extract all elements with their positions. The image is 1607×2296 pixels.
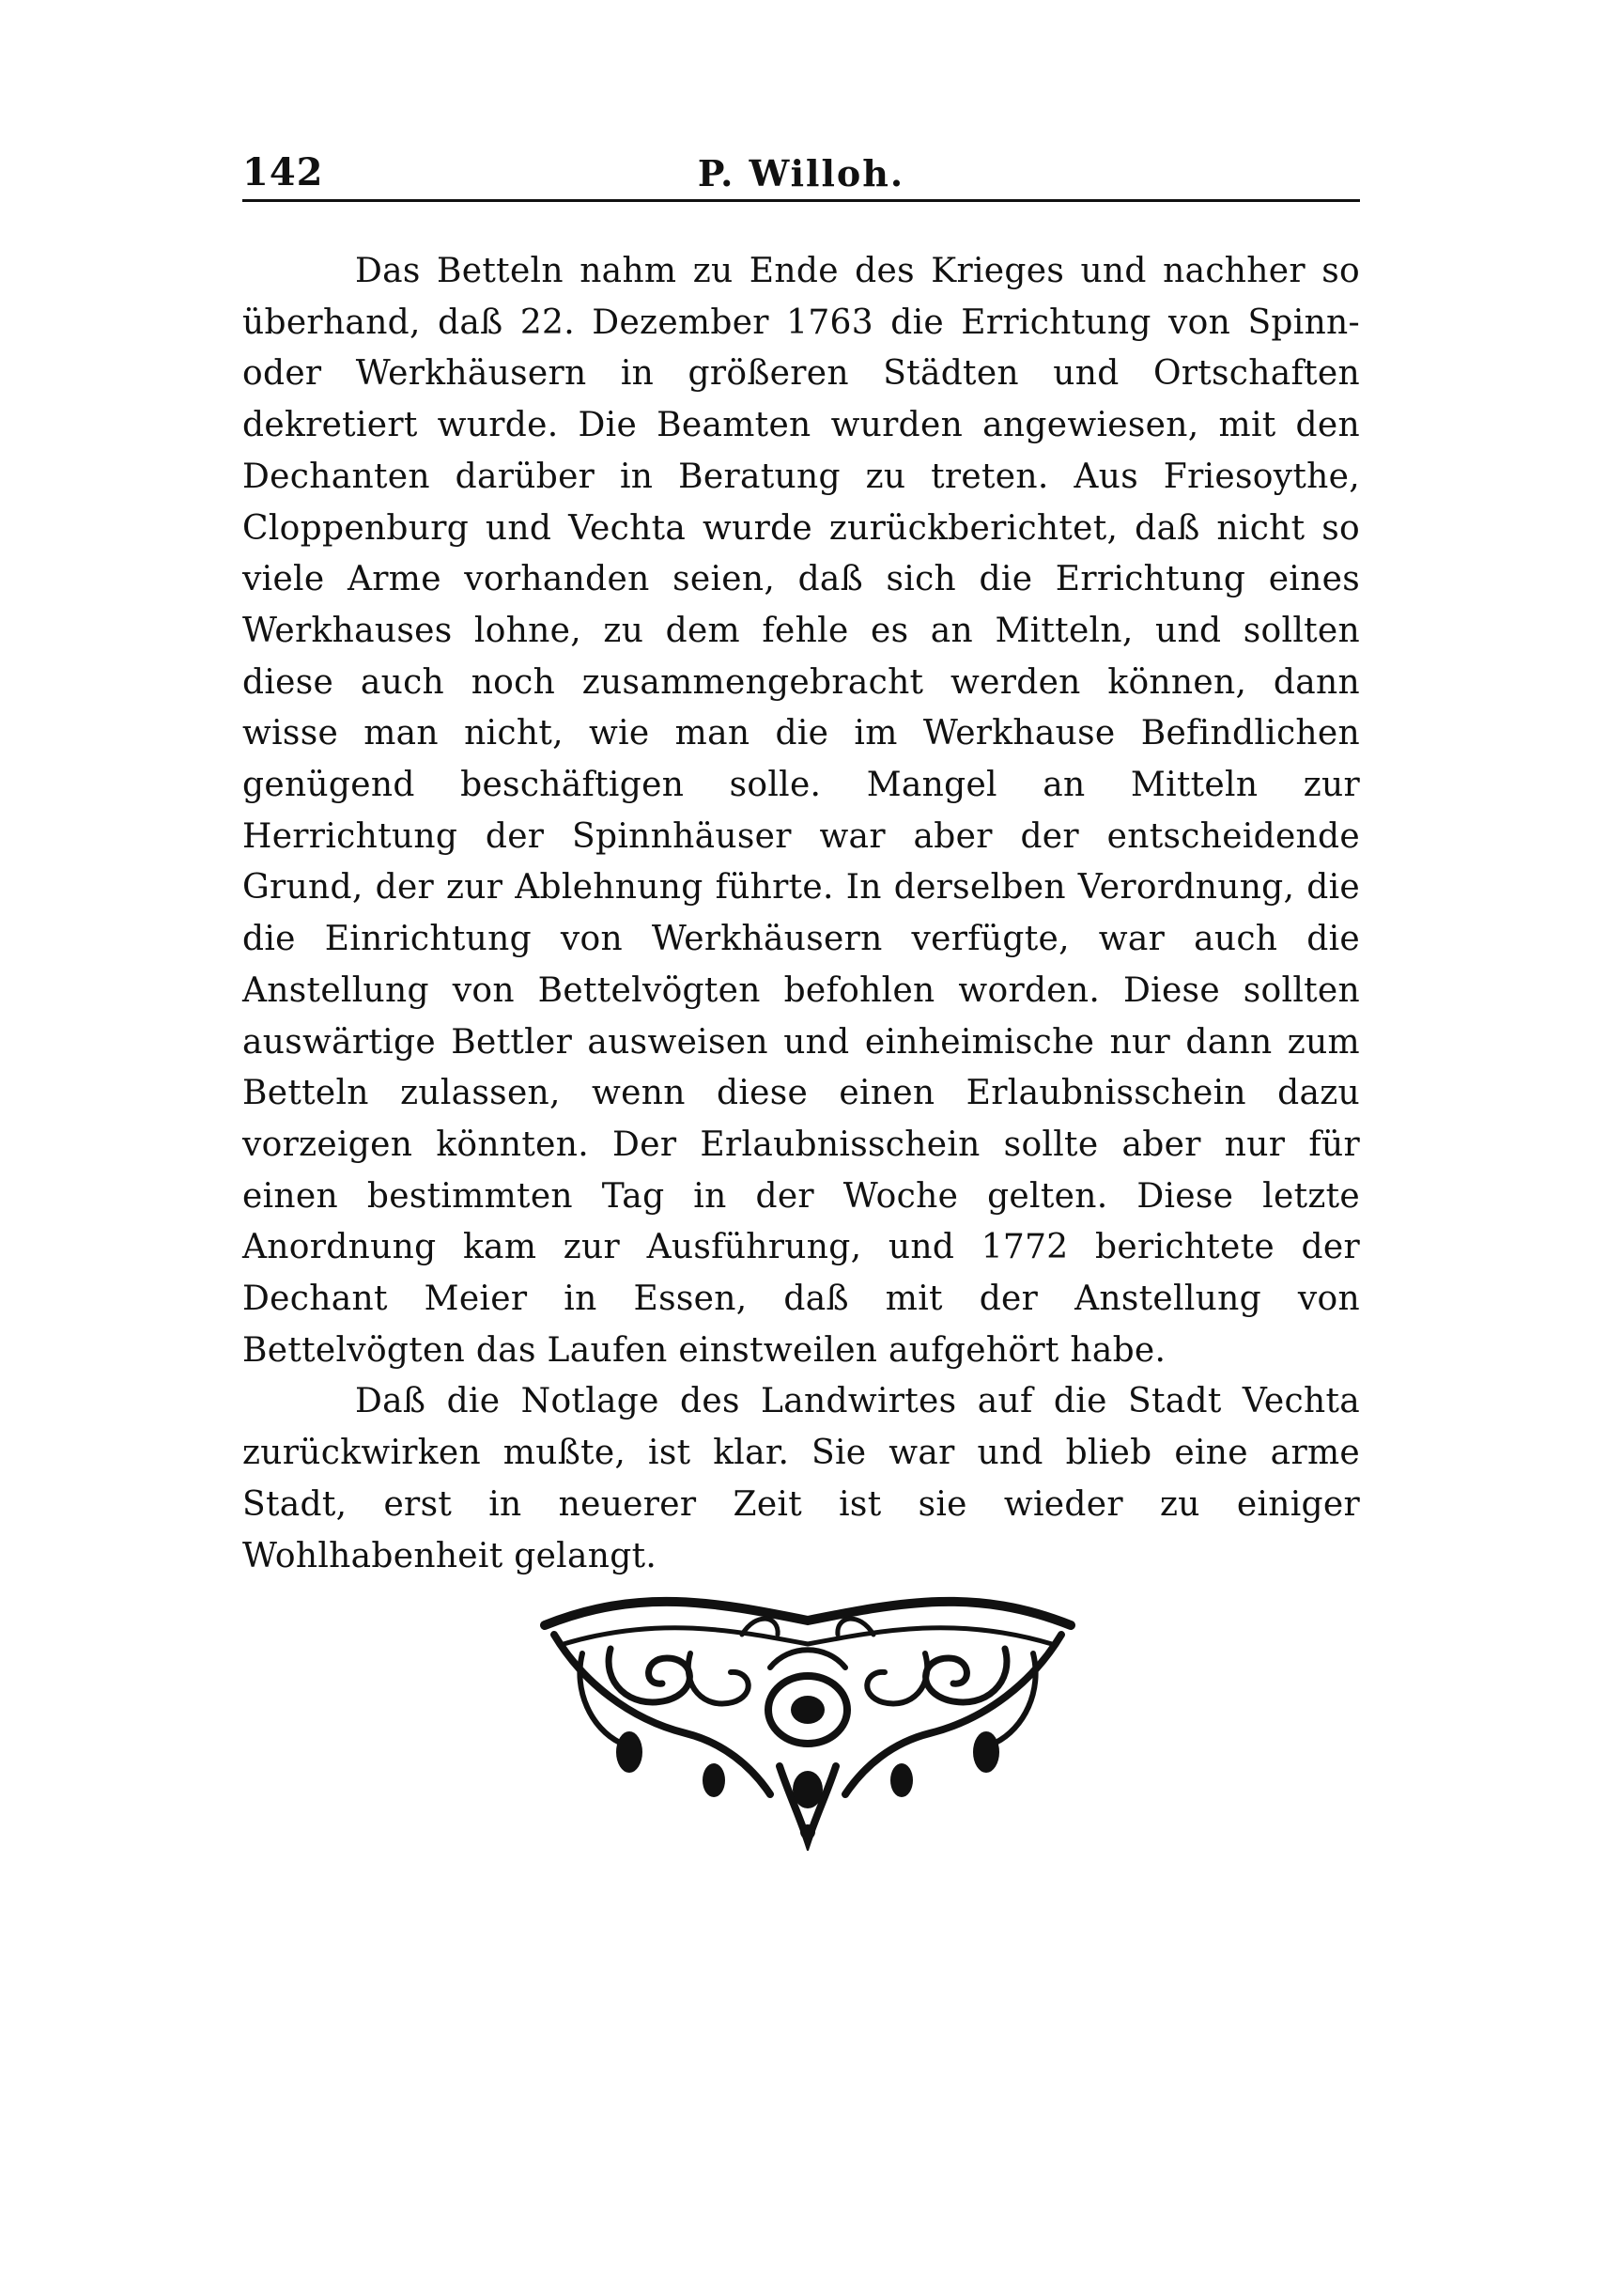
header-rule bbox=[242, 199, 1360, 202]
paragraph-1: Das Betteln nahm zu Ende des Krieges und nachher so überhand, daß 22. Dezember 1763 die Errichtung von Spinn- oder Werkhäusern in größeren Städten und Ortschaften dekretiert wurde. Die Beamten wurden angewiesen, mit den Dechanten darüber in Beratung zu treten. Aus Friesoythe, Cloppenburg und Vechta wurde zurückberichtet, daß nicht so viele Arme vorhanden seien, daß sich die Errichtung eines Werkhauses lohne, zu dem fehle es an Mitteln, und sollten diese auch noch zusammengebracht werden können, dann wisse man nicht, wie man die im Werkhause Befindlichen genügend beschäftigen solle. Mangel an Mitteln zur Herrichtung der Spinnhäuser war aber der entscheidende Grund, der zur Ablehnung führte. In derselben Verordnung, die die Einrichtung von Werkhäusern verfügte, war auch die Anstellung von Bettelvögten befohlen worden. Diese sollten auswärtige Bettler ausweisen und einheimische nur dann zum Betteln zulassen, wenn diese einen Erlaubnisschein dazu vorzeigen könnten. Der Erlaubnisschein sollte aber nur für einen bestimmten Tag in der Woche gelten. Diese letzte Anordnung kam zur Ausführung, und 1772 berichtete der Dechant Meier in Essen, daß mit der Anstellung von Bettelvögten das Laufen einstweilen aufgehört habe. bbox=[242, 252, 1360, 1370]
baroque-scroll-ornament-icon bbox=[526, 1578, 1089, 1851]
body-text bbox=[242, 246, 1360, 1582]
running-head: P. Willoh. bbox=[697, 152, 905, 194]
paragraph-2: Daß die Notlage des Landwirtes auf die Stadt Vechta zurückwirken mußte, ist klar. Sie war und blieb eine arme Stadt, erst in neuerer Zeit ist sie wieder zu einiger Wohlhabenheit gelangt. bbox=[242, 1382, 1360, 1575]
page-header bbox=[242, 141, 1360, 194]
page-number: 142 bbox=[242, 150, 324, 194]
